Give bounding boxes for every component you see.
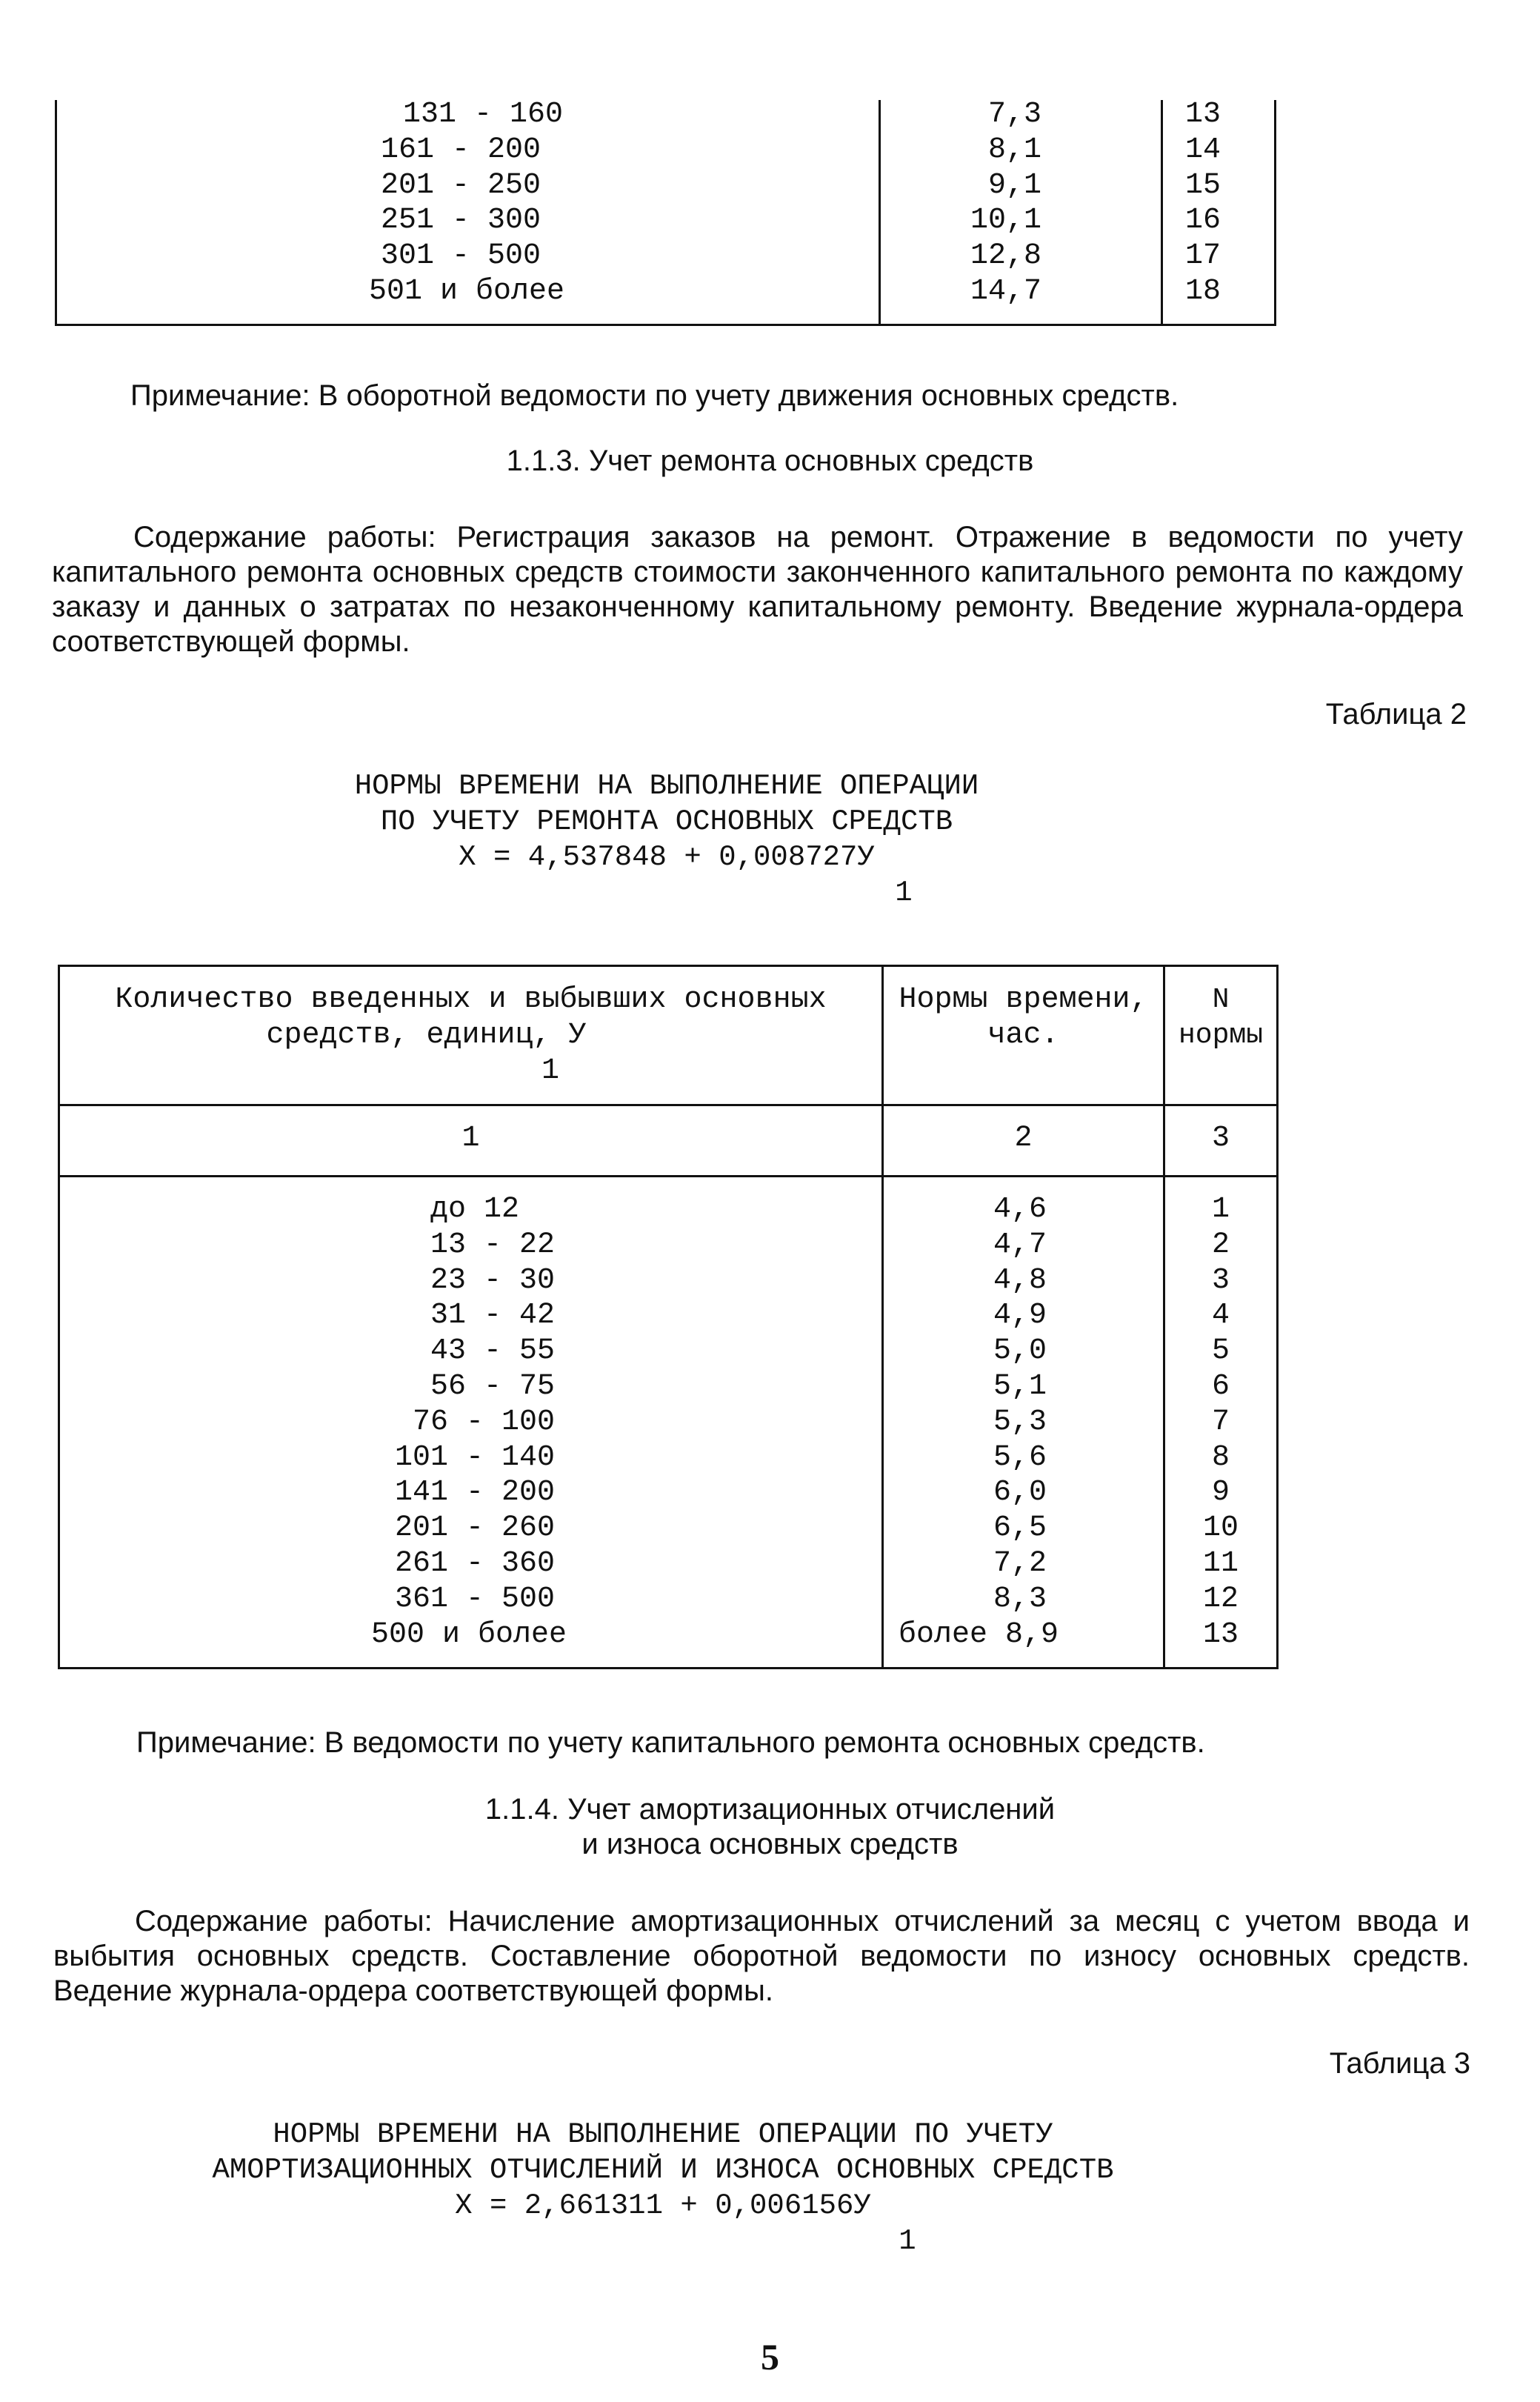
table-cell: 76 - 100 — [413, 1405, 556, 1439]
table-2-formula-subscript: 1 — [895, 876, 913, 909]
table-cell: 4,7 — [993, 1228, 1047, 1262]
table-2-colnum-1: 1 — [461, 1122, 480, 1155]
table-cell: 13 — [1202, 1617, 1239, 1651]
table-cell: 8,3 — [993, 1582, 1047, 1616]
table-cell: 8 — [1211, 1440, 1230, 1474]
table-cell: 5,3 — [993, 1405, 1047, 1439]
table-3-formula-subscript: 1 — [899, 2225, 916, 2258]
header-line: Нормы времени, — [899, 983, 1148, 1017]
header-line: нормы — [1178, 1019, 1264, 1051]
table-cell: 4,8 — [993, 1263, 1047, 1297]
table-cell: 361 - 500 — [395, 1582, 556, 1616]
note-2: Примечание: В ведомости по учету капитального ремонта основных средств. — [136, 1726, 1205, 1759]
table-border-bottom — [55, 324, 1276, 326]
table-colnum-separator — [58, 1175, 1279, 1177]
table-3-title-1: НОРМЫ ВРЕМЕНИ НА ВЫПОЛНЕНИЕ ОПЕРАЦИИ ПО УЧЕТУ — [273, 2118, 1053, 2151]
table-cell: 201 - 260 — [395, 1511, 556, 1546]
table-cell: 201 - 250 — [381, 168, 541, 202]
table-border-right — [1276, 965, 1279, 1669]
table-2-header-col2 — [884, 982, 1163, 1054]
table-top-col-range — [55, 97, 879, 310]
table-2-formula: Х = 4,537848 + 0,008727У — [459, 841, 875, 874]
section-114-content: Содержание работы: Начисление амортизационных отчислений за месяц с учетом ввода и выбытия основных средств. Составление оборотной ведомости по износу основных средств. Ведение журнала-ордера соответствующей формы. — [53, 1905, 1470, 2007]
table-cell: 10,1 — [970, 204, 1041, 238]
table-2-col-norm — [884, 1192, 1059, 1652]
table-2-col-no — [1165, 1192, 1276, 1652]
table-cell: 6 — [1211, 1369, 1230, 1403]
table-cell: 5,6 — [993, 1440, 1047, 1474]
header-subscript: 1 — [541, 1054, 559, 1088]
table-cell: 161 - 200 — [381, 133, 541, 167]
table-divider-2 — [1161, 100, 1163, 326]
table-cell: 10 — [1202, 1511, 1239, 1546]
table-cell: 5,1 — [993, 1369, 1047, 1403]
table-cell: 43 - 55 — [430, 1334, 556, 1368]
table-top-col-norm — [879, 97, 1041, 310]
table-border-bottom — [58, 1667, 1279, 1669]
table-cell: 3 — [1211, 1263, 1230, 1297]
page-number: 5 — [761, 2336, 779, 2378]
table-cell: 5,0 — [993, 1334, 1047, 1368]
table-cell: 4,9 — [993, 1299, 1047, 1333]
header-line: Количество введенных и выбывших основных — [115, 983, 827, 1017]
table-cell: 13 — [1185, 98, 1221, 131]
table-cell: 8,1 — [987, 133, 1041, 167]
table-2-colnum-3: 3 — [1211, 1122, 1230, 1155]
table-cell: 7,2 — [993, 1546, 1047, 1580]
table-cell: 9 — [1211, 1476, 1230, 1510]
section-114-heading-2: и износа основных средств — [581, 1828, 959, 1860]
table-cell: 23 - 30 — [430, 1263, 556, 1297]
section-113-heading: 1.1.3. Учет ремонта основных средств — [506, 445, 1034, 477]
table-cell: более 8,9 — [899, 1617, 1059, 1651]
table-2-colnum-2: 2 — [1014, 1122, 1033, 1155]
table-cell: 4,6 — [993, 1193, 1047, 1226]
table-cell: 13 - 22 — [430, 1228, 556, 1262]
table-3-formula: Х = 2,661311 + 0,006156У — [455, 2189, 871, 2222]
table-cell: 101 - 140 — [395, 1440, 556, 1474]
table-cell: 12 — [1202, 1582, 1239, 1616]
table-cell: 11 — [1202, 1546, 1239, 1580]
table-2-header-col1 — [60, 982, 881, 1089]
table-cell: 7,3 — [987, 98, 1041, 131]
table-2-label: Таблица 2 — [1325, 698, 1467, 731]
table-cell: 2 — [1211, 1228, 1230, 1262]
table-cell: 131 - 160 — [403, 98, 564, 131]
table-cell: 56 - 75 — [430, 1369, 556, 1403]
table-cell: 31 - 42 — [430, 1299, 556, 1333]
table-cell: 4 — [1211, 1299, 1230, 1333]
table-header-separator — [58, 1104, 1279, 1106]
table-cell: 7 — [1211, 1405, 1230, 1439]
table-cell: 14,7 — [970, 274, 1041, 308]
table-2-col-range — [60, 1192, 881, 1652]
table-2-title-1: НОРМЫ ВРЕМЕНИ НА ВЫПОЛНЕНИЕ ОПЕРАЦИИ — [354, 770, 979, 802]
table-cell: 501 и более — [369, 274, 565, 308]
table-cell: 1 — [1211, 1193, 1230, 1226]
table-cell: 141 - 200 — [395, 1476, 556, 1510]
header-line: час. — [987, 1019, 1059, 1052]
table-cell: 9,1 — [987, 168, 1041, 202]
table-border-top — [58, 965, 1279, 967]
table-cell: 5 — [1211, 1334, 1230, 1368]
table-cell: 18 — [1185, 274, 1221, 308]
table-cell: 14 — [1185, 133, 1221, 167]
header-line: средств, единиц, У — [266, 1019, 587, 1052]
section-114-heading-1: 1.1.4. Учет амортизационных отчислений — [484, 1793, 1056, 1826]
table-cell: 301 - 500 — [381, 239, 541, 273]
table-cell: 15 — [1185, 168, 1221, 202]
table-cell: 16 — [1185, 204, 1221, 238]
table-2-header-col3 — [1165, 982, 1276, 1054]
table-border-right — [1274, 100, 1276, 326]
table-cell: 12,8 — [970, 239, 1041, 273]
table-cell: до 12 — [430, 1193, 520, 1226]
table-cell: 6,5 — [993, 1511, 1047, 1546]
section-113-content: Содержание работы: Регистрация заказов на ремонт. Отражение в ведомости по учету капитального ремонта основных средств стоимости законченного капитального ремонта по каждому заказу и данных о затратах по незаконченному капитальному ремонту. Введение журнала-ордера соответствующей формы. — [52, 521, 1463, 658]
table-2-title-2: ПО УЧЕТУ РЕМОНТА ОСНОВНЫХ СРЕДСТВ — [380, 805, 953, 838]
table-3-label: Таблица 3 — [1329, 2047, 1470, 2080]
header-line: N — [1212, 984, 1230, 1016]
table-cell: 261 - 360 — [395, 1546, 556, 1580]
table-cell: 17 — [1185, 239, 1221, 273]
table-cell: 500 и более — [371, 1617, 567, 1651]
table-top-col-no — [1185, 97, 1259, 310]
note-1: Примечание: В оборотной ведомости по учету движения основных средств. — [130, 379, 1179, 412]
table-3-title-2: АМОРТИЗАЦИОННЫХ ОТЧИСЛЕНИЙ И ИЗНОСА ОСНОВНЫХ СРЕДСТВ — [212, 2154, 1114, 2186]
table-cell: 251 - 300 — [381, 204, 541, 238]
table-cell: 6,0 — [993, 1476, 1047, 1510]
